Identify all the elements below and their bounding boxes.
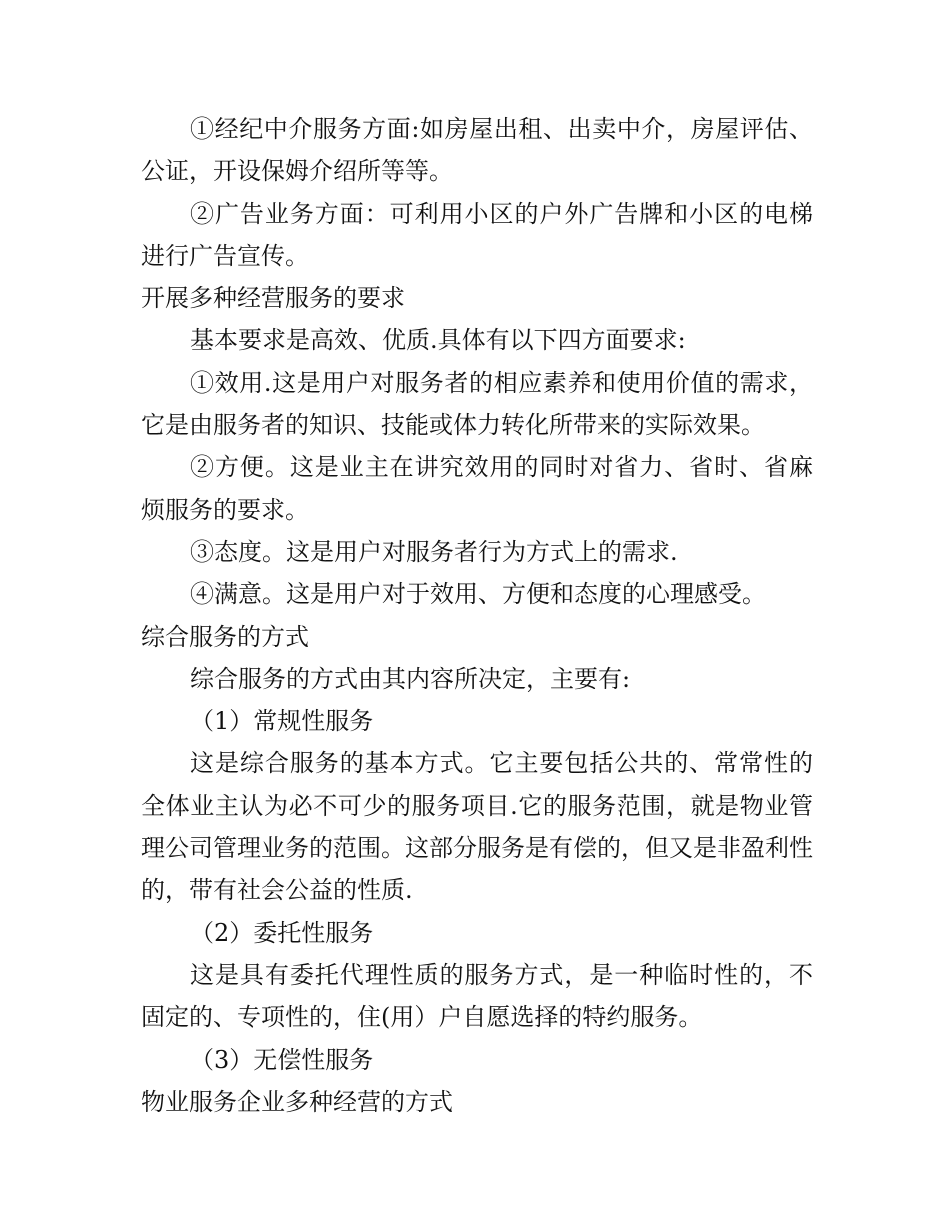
heading-diversified-operations: 物业服务企业多种经营的方式 (141, 1087, 453, 1116)
subheading-entrusted-service: （2）委托性服务 (190, 918, 374, 947)
heading-requirements: 开展多种经营服务的要求 (141, 284, 405, 313)
paragraph-attitude: ③态度。这是用户对服务者行为方式上的需求. (190, 537, 678, 566)
paragraph-routine-service: 这是综合服务的基本方式。它主要包括公共的、常常性的全体业主认为必不可少的服务项目.它的服务范围，就是物业管理公司管理业务的范围。这部分服务是有偿的，但又是非盈利性的，带有社会公益的性质. (141, 749, 813, 905)
document-body (141, 108, 813, 1123)
subheading-routine-service: （1）常规性服务 (190, 707, 374, 736)
paragraph-advertising: ②广告业务方面：可利用小区的户外广告牌和小区的电梯进行广告宣传。 (141, 199, 813, 270)
paragraph-brokerage: ①经纪中介服务方面:如房屋出租、出卖中介，房屋评估、公证，开设保姆介绍所等等。 (141, 115, 813, 186)
paragraph-satisfaction: ④满意。这是用户对于效用、方便和态度的心理感受。 (190, 580, 766, 609)
subheading-free-service: （3）无偿性服务 (190, 1045, 374, 1074)
paragraph-utility: ①效用.这是用户对服务者的相应素养和使用价值的需求，它是由服务者的知识、技能或体力转化所带来的实际效果。 (141, 368, 813, 440)
paragraph-methods-intro: 综合服务的方式由其内容所决定，主要有: (190, 664, 631, 693)
paragraph-basic-requirements: 基本要求是高效、优质.具体有以下四方面要求: (190, 326, 686, 355)
heading-service-methods: 综合服务的方式 (141, 622, 309, 651)
paragraph-entrusted-service: 这是具有委托代理性质的服务方式，是一种临时性的，不固定的、专项性的，住(用）户自愿选择的特约服务。 (141, 960, 813, 1032)
paragraph-convenience: ②方便。这是业主在讲究效用的同时对省力、省时、省麻烦服务的要求。 (141, 453, 813, 524)
